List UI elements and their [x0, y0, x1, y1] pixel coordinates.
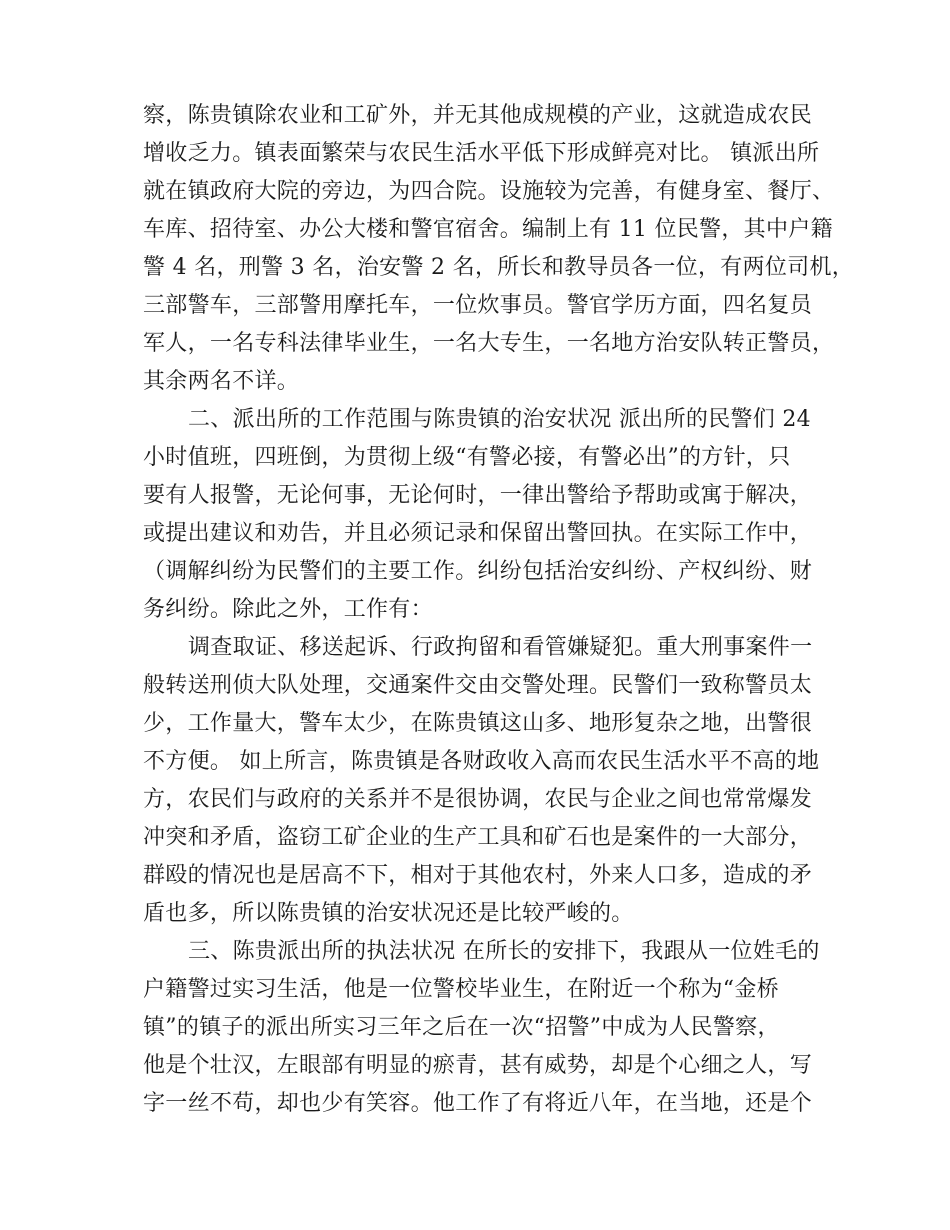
text-line: 其余两名不详。: [143, 369, 300, 394]
text-line: 警 4 名，刑警 3 名，治安警 2 名，所长和教导员各一位，有两位司机，: [143, 255, 855, 280]
text-line: 镇”的镇子的派出所实习三年之后在一次“招警”中成为人民警察，: [143, 1015, 780, 1040]
text-line: 般转送刑侦大队处理，交通案件交由交警处理。民警们一致称警员太: [143, 673, 813, 698]
text-line: 增收乏力。镇表面繁荣与农民生活水平低下形成鲜亮对比。 镇派出所: [143, 141, 820, 166]
text-line: 字一丝不苟，却也少有笑容。他工作了有将近八年，在当地，还是个: [143, 1091, 813, 1116]
section-heading-line: 二、派出所的工作范围与陈贵镇的治安状况 派出所的民警们 24: [188, 407, 811, 432]
text-line: 就在镇政府大院的旁边，为四合院。设施较为完善，有健身室、餐厅、: [143, 179, 835, 204]
text-line: 军人，一名专科法律毕业生，一名大专生，一名地方治安队转正警员，: [143, 331, 835, 356]
text-line: 务纠纷。除此之外，工作有：: [143, 597, 433, 622]
text-line: 冲突和矛盾，盗窃工矿企业的生产工具和矿石也是案件的一大部分，: [143, 825, 813, 850]
text-line: 车库、招待室、办公大楼和警官宿舍。编制上有 11 位民警，其中户籍: [143, 217, 833, 242]
text-line: 盾也多，所以陈贵镇的治安状况还是比较严峻的。: [143, 901, 634, 926]
paragraph-start-line: 调查取证、移送起诉、行政拘留和看管嫌疑犯。重大刑事案件一: [188, 635, 813, 660]
text-line: 三部警车，三部警用摩托车，一位炊事员。警官学历方面，四名复员: [143, 293, 813, 318]
text-line: 不方便。 如上所言，陈贵镇是各财政收入高而农民生活水平不高的地: [143, 749, 820, 774]
text-line: 群殴的情况也是居高不下，相对于其他农村，外来人口多，造成的矛: [143, 863, 813, 888]
text-line: （调解纠纷为民警们的主要工作。纠纷包括治安纠纷、产权纠纷、财: [143, 559, 813, 584]
text-line: 他是个壮汉，左眼部有明显的瘀青，甚有威势，却是个心细之人，写: [143, 1053, 813, 1078]
text-line: 小时值班，四班倒，为贯彻上级“有警必接，有警必出”的方针，只: [143, 445, 791, 470]
text-line: 要有人报警，无论何事，无论何时，一律出警给予帮助或寓于解决，: [143, 483, 813, 508]
text-line: 方，农民们与政府的关系并不是很协调，农民与企业之间也常常爆发: [143, 787, 813, 812]
text-line: 或提出建议和劝告，并且必须记录和保留出警回执。在实际工作中，: [143, 521, 813, 546]
text-line: 少，工作量大，警车太少，在陈贵镇这山多、地形复杂之地，出警很: [143, 711, 813, 736]
text-line: 察，陈贵镇除农业和工矿外，并无其他成规模的产业，这就造成农民: [143, 103, 813, 128]
text-line: 户籍警过实习生活，他是一位警校毕业生，在附近一个称为“金桥: [143, 977, 779, 1002]
section-heading-line: 三、陈贵派出所的执法状况 在所长的安排下，我跟从一位姓毛的: [188, 939, 820, 964]
